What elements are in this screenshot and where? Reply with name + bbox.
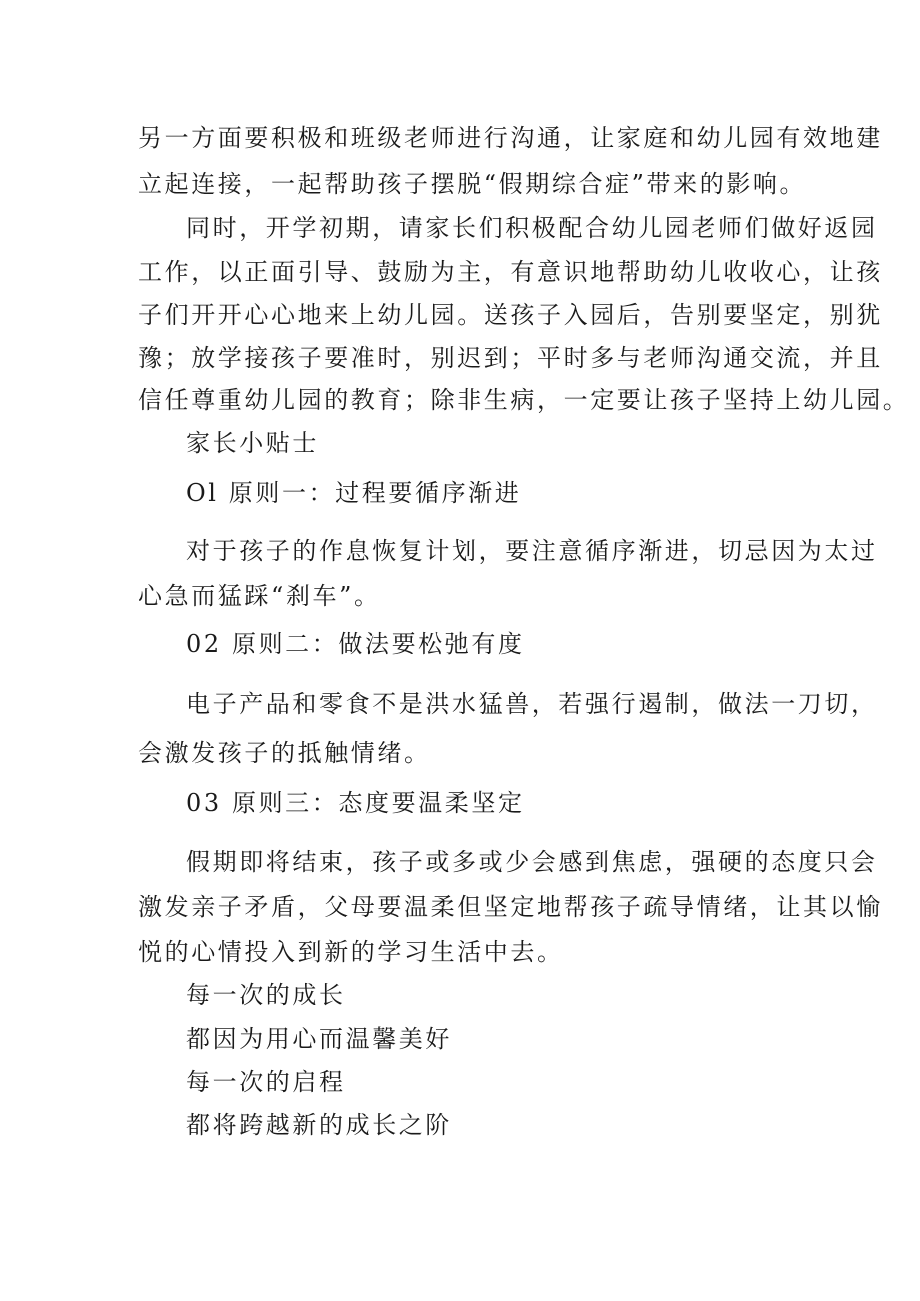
paragraph-line: 悦的心情投入到新的学习生活中去。: [138, 938, 564, 966]
poem-line: 都将跨越新的成长之阶: [186, 1111, 452, 1139]
paragraph-line: 对于孩子的作息恢复计划，要注意循序渐进，切忌因为太过: [186, 537, 878, 565]
section-heading: 家长小贴士: [186, 429, 319, 457]
paragraph-line: 信任尊重幼儿园的教育；除非生病，一定要让孩子坚持上幼儿园。: [138, 386, 910, 414]
paragraph-line: 假期即将结束，孩子或多或少会感到焦虑，强硬的态度只会: [186, 848, 878, 876]
principle-heading: 03 原则三：态度要温柔坚定: [186, 789, 525, 817]
principle-heading: Ol 原则一：过程要循序渐进: [186, 479, 522, 507]
paragraph-line: 豫；放学接孩子要准时，别迟到；平时多与老师沟通交流，并且: [138, 344, 883, 372]
paragraph-line: 电子产品和零食不是洪水猛兽，若强行遏制，做法一刀切，: [186, 690, 878, 718]
principle-heading: 02 原则二：做法要松弛有度: [186, 630, 525, 658]
paragraph-line: 立起连接，一起帮助孩子摆脱“假期综合症”带来的影响。: [138, 170, 807, 198]
poem-line: 每一次的成长: [186, 981, 346, 1009]
poem-line: 都因为用心而温馨美好: [186, 1025, 452, 1053]
poem-line: 每一次的启程: [186, 1068, 346, 1096]
paragraph-line: 心急而猛踩“刹车”。: [138, 582, 381, 610]
paragraph-line: 激发亲子矛盾，父母要温柔但坚定地帮孩子疏导情绪，让其以愉: [138, 893, 883, 921]
paragraph-line: 工作，以正面引导、鼓励为主，有意识地帮助幼儿收收心，让孩: [138, 258, 883, 286]
paragraph-line: 子们开开心心地来上幼儿园。送孩子入园后，告别要坚定，别犹: [138, 301, 883, 329]
paragraph-line: 另一方面要积极和班级老师进行沟通，让家庭和幼儿园有效地建: [138, 124, 883, 152]
paragraph-line: 同时，开学初期，请家长们积极配合幼儿园老师们做好返园: [186, 214, 878, 242]
paragraph-line: 会激发孩子的抵触情绪。: [138, 739, 431, 767]
